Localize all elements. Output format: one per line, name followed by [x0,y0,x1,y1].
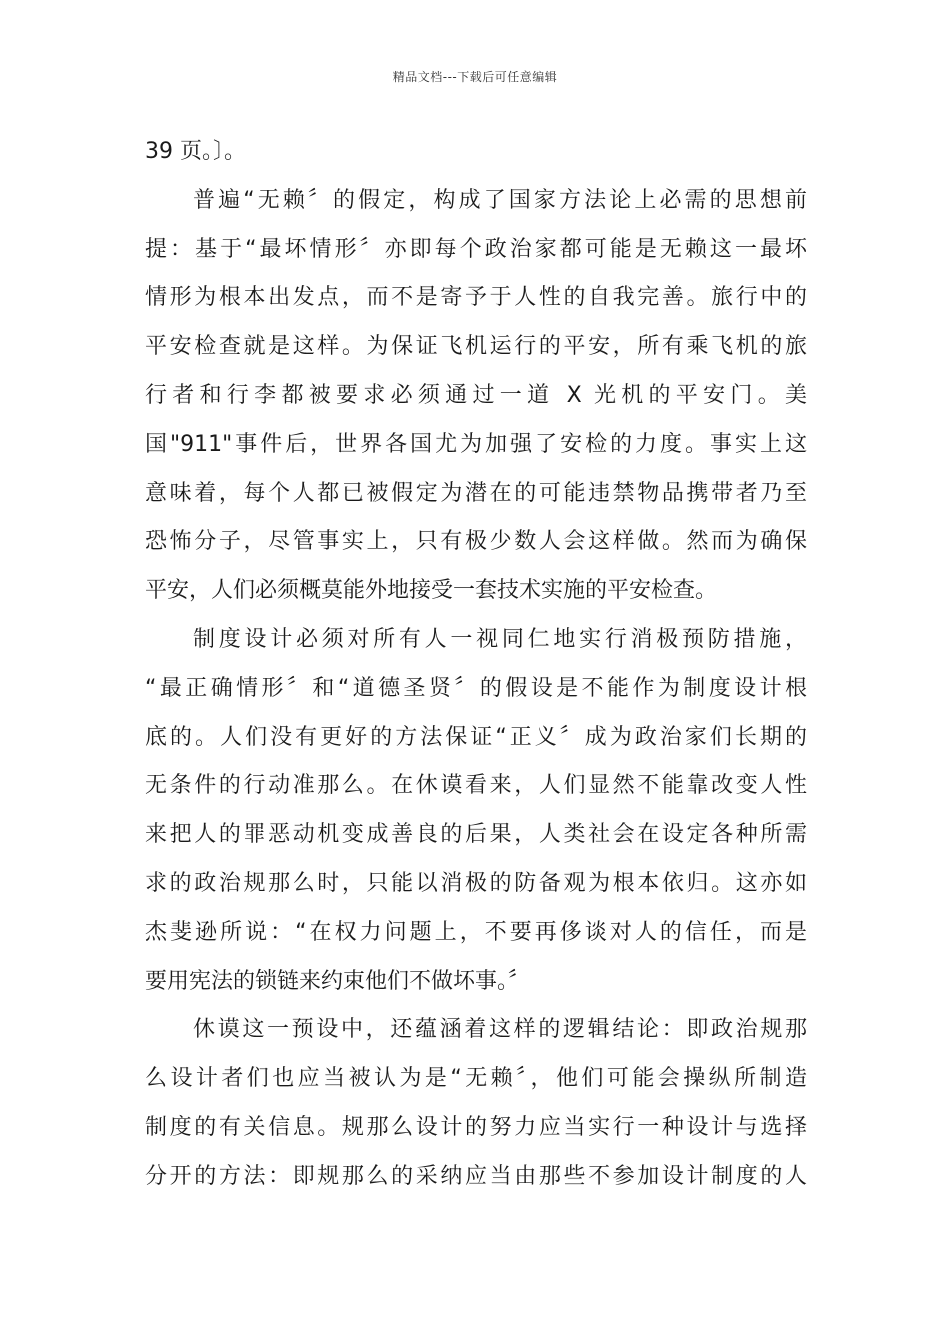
paragraph-first-line: 普遍“无赖〞的假定，构成了国家方法论上必需的思想前 [193,187,807,213]
text-line: 么设计者们也应当被认为是“无赖〞，他们可能会操纵所制造 [145,1066,807,1092]
text-line: 39 页。〕。 [145,139,246,164]
text-line: “最正确情形〞和“道德圣贤〞的假设是不能作为制度设计根 [145,675,807,701]
text-line: 杰斐逊所说：“在权力问题上，不要再侈谈对人的信任，而是 [145,919,807,945]
page-header: 精品文档---下载后可任意编辑 [392,70,558,84]
text-line: 要用宪法的锁链来约束他们不做坏事。〞 [145,968,531,994]
text-line: 提：基于“最坏情形〞亦即每个政治家都可能是无赖这一最坏 [145,236,807,262]
paragraph-first-line: 休谟这一预设中，还蕴涵着这样的逻辑结论：即政治规那 [193,1017,807,1043]
text-line: 制度的有关信息。规那么设计的努力应当实行一种设计与选择 [145,1114,807,1140]
text-line: 行者和行李都被要求必须通过一道 X 光机的平安门。美 [145,382,807,408]
text-line: 平安检查就是这样。为保证飞机运行的平安，所有乘飞机的旅 [145,334,807,360]
text-line: 分开的方法：即规那么的采纳应当由那些不参加设计制度的人 [145,1163,807,1189]
text-line: 情形为根本出发点，而不是寄予于人性的自我完善。旅行中的 [145,285,807,311]
text-line: 求的政治规那么时，只能以消极的防备观为根本依归。这亦如 [145,870,807,896]
paragraph-first-line: 制度设计必须对所有人一视同仁地实行消极预防措施， [193,626,807,652]
text-line: 来把人的罪恶动机变成善良的后果，人类社会在设定各种所需 [145,822,807,848]
text-line: 恐怖分子，尽管事实上，只有极少数人会这样做。然而为确保 [145,529,807,555]
text-line: 平安，人们必须概莫能外地接受一套技术实施的平安检查。 [145,578,718,604]
text-line: 意味着，每个人都已被假定为潜在的可能违禁物品携带者乃至 [145,480,807,506]
text-line: 国"911"事件后，世界各国尤为加强了安检的力度。事实上这 [145,431,807,457]
text-line: 无条件的行动准那么。在休谟看来，人们显然不能靠改变人性 [145,773,807,799]
body-text [145,128,807,1202]
text-line: 底的。人们没有更好的方法保证“正义〞成为政治家们长期的 [145,724,807,750]
